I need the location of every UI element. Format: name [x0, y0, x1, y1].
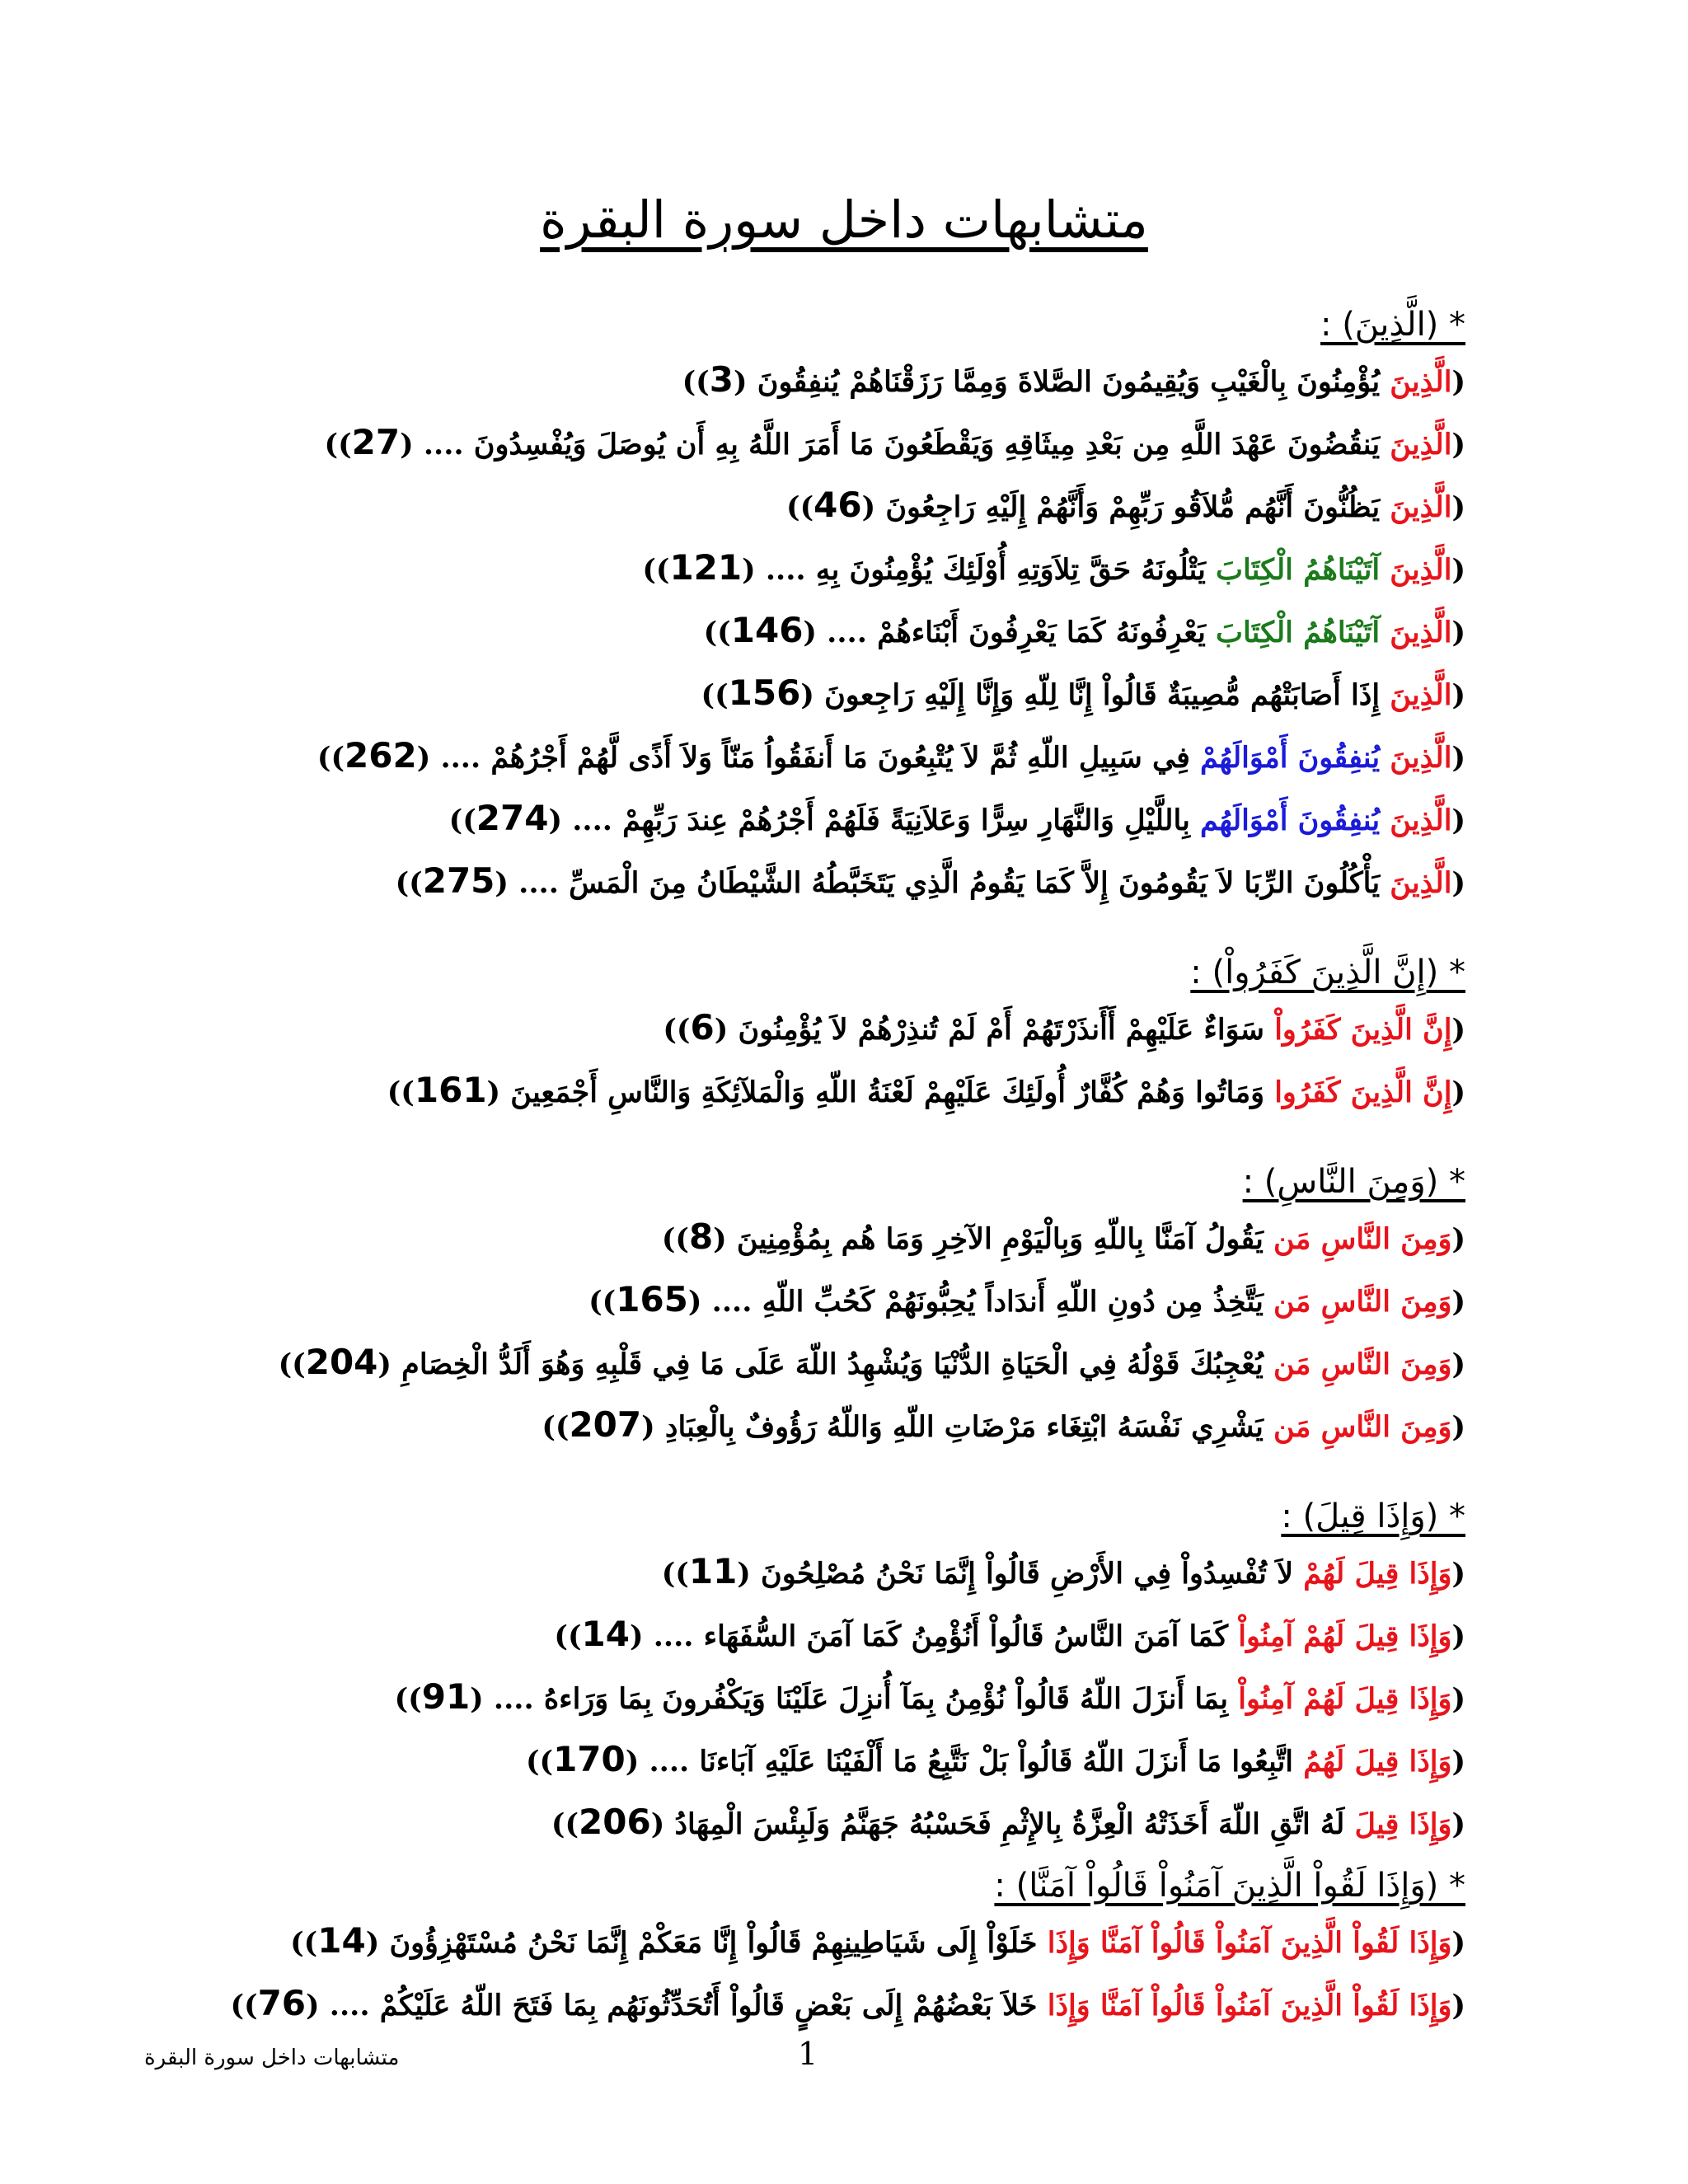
- num-open-paren: (: [400, 428, 424, 462]
- close-paren: )): [661, 1222, 689, 1256]
- verse-number: 121: [669, 547, 743, 588]
- open-paren: (: [1451, 1745, 1465, 1779]
- num-open-paren: (: [733, 365, 757, 399]
- num-open-paren: (: [548, 804, 573, 837]
- num-open-paren: (: [800, 678, 825, 712]
- close-paren: )): [588, 1285, 617, 1319]
- verse-text: لَهُ اتَّقِ اللّهَ أَخَذَتْهُ الْعِزَّةُ بِالإِثْمِ فَحَسْبُهُ جَهَنَّمُ وَلَبِئْسَ الْمِهَادُ: [674, 1807, 1355, 1841]
- verse-lead: إِنَّ الَّذِينَ كَفَرُوا: [1274, 1076, 1452, 1109]
- verse-line: [198, 1910, 1465, 1972]
- num-open-paren: (: [641, 1410, 665, 1444]
- verse-text: سَوَاءٌ عَلَيْهِمْ أَأَنذَرْتَهُمْ أَمْ لَمْ تُنذِرْهُمْ لاَ يُؤْمِنُونَ: [738, 1013, 1275, 1047]
- num-open-paren: (: [650, 1807, 675, 1841]
- section-gap: [198, 1854, 1465, 1862]
- verse-lead: وَإِذَا قِيلَ لَهُمْ آمِنُواْ: [1238, 1619, 1452, 1653]
- num-open-paren: (: [687, 1285, 712, 1319]
- verse-line: [198, 1728, 1465, 1791]
- verse-line: [198, 1059, 1465, 1122]
- close-paren: )): [703, 616, 731, 649]
- verse-line: [198, 787, 1465, 850]
- open-paren: (: [1451, 1926, 1465, 1960]
- num-open-paren: (: [742, 553, 766, 587]
- num-open-paren: (: [365, 1926, 390, 1960]
- section-heading: * (الَّذِينَ) :: [1320, 306, 1465, 344]
- verse-lead: الَّذِينَ: [1390, 678, 1452, 712]
- close-paren: )): [661, 1557, 689, 1591]
- verse-line: [198, 1394, 1465, 1456]
- verse-number: 262: [345, 735, 417, 776]
- open-paren: (: [1451, 1076, 1465, 1109]
- close-paren: )): [324, 428, 352, 462]
- open-paren: (: [1451, 490, 1465, 524]
- verse-lead: وَإِذَا قِيلَ: [1354, 1807, 1452, 1841]
- open-paren: (: [1451, 1410, 1465, 1444]
- close-paren: )): [394, 1682, 422, 1716]
- verse-text: يَقُولُ آمَنَّا بِاللّهِ وَبِالْيَوْمِ الآخِرِ وَمَا هُم بِمُؤْمِنِينَ: [736, 1222, 1274, 1256]
- verse-lead: الَّذِينَ: [1390, 365, 1452, 399]
- verse-number: 14: [317, 1920, 366, 1961]
- verse-line: [198, 411, 1465, 474]
- verse-line: [198, 1666, 1465, 1728]
- verse-number: 156: [728, 673, 801, 713]
- open-paren: (: [1451, 741, 1465, 775]
- verse-number: 274: [476, 798, 549, 838]
- open-paren: (: [1451, 1222, 1465, 1256]
- verse-lead: الَّذِينَ: [1390, 553, 1452, 587]
- verse-text: يُعْجِبُكَ قَوْلُهُ فِي الْحَيَاةِ الدُّنْيَا وَيُشْهِدُ اللّهَ عَلَى مَا فِي قَلْبِهِ وَهُوَ أَلَدُّ الْخِصَامِ: [401, 1347, 1274, 1381]
- verse-text: إِذَا أَصَابَتْهُم مُّصِيبَةٌ قَالُواْ إِنَّا لِلّهِ وَإِنَّا إِلَيْهِ رَاجِعونَ: [824, 678, 1390, 712]
- verse-lead: إِنَّ الَّذِينَ كَفَرُواْ: [1274, 1013, 1452, 1047]
- section-heading: * (إِنَّ الَّذِينَ كَفَرُواْ) :: [1190, 954, 1465, 991]
- open-paren: (: [1451, 1347, 1465, 1381]
- verse-accent: يُنفِقُونَ أَمْوَالَهُم: [1200, 804, 1390, 837]
- page-number: 1: [798, 2036, 818, 2072]
- open-paren: (: [1451, 1285, 1465, 1319]
- num-open-paren: (: [713, 1222, 737, 1256]
- verse-number: 11: [688, 1551, 738, 1591]
- verse-lead: وَمِنَ النَّاسِ مَن: [1273, 1347, 1452, 1381]
- section-gap: [198, 1122, 1465, 1158]
- verse-lead: وَإِذَا قِيلَ لَهُمْ: [1303, 1557, 1452, 1591]
- verse-line: [198, 1540, 1465, 1603]
- verse-text: كَمَا آمَنَ النَّاسُ قَالُواْ أَنُؤْمِنُ كَمَا آمَنَ السُّفَهَاء ....: [653, 1619, 1239, 1653]
- close-paren: )): [554, 1619, 582, 1653]
- verse-line: [198, 349, 1465, 411]
- verse-text: يَتَّخِذُ مِن دُونِ اللّهِ أَندَاداً يُحِبُّونَهُمْ كَحُبِّ اللّهِ ....: [711, 1285, 1274, 1319]
- close-paren: )): [551, 1807, 579, 1841]
- verse-accent: يُنفِقُونَ أَمْوَالَهُمْ: [1200, 741, 1390, 775]
- num-open-paren: (: [306, 1989, 330, 2022]
- verse-accent: آتَيْنَاهُمُ الْكِتَابَ: [1216, 553, 1390, 587]
- close-paren: )): [701, 678, 729, 712]
- verse-line: [198, 1268, 1465, 1331]
- verse-line: [198, 996, 1465, 1059]
- verse-number: 204: [305, 1342, 378, 1382]
- num-open-paren: (: [803, 616, 828, 649]
- close-paren: )): [290, 1926, 318, 1960]
- verse-text: خَلَوْاْ إِلَى شَيَاطِينِهِمْ قَالُواْ إِنَّا مَعَكْمْ إِنَّمَا نَحْنُ مُسْتَهْزِؤُونَ: [389, 1926, 1048, 1960]
- verse-line: [198, 474, 1465, 537]
- verse-number: 46: [814, 485, 862, 525]
- open-paren: (: [1451, 1557, 1465, 1591]
- verse-number: 14: [581, 1614, 630, 1654]
- section-gap: [198, 912, 1465, 949]
- open-paren: (: [1451, 1619, 1465, 1653]
- close-paren: )): [682, 365, 710, 399]
- content-body: [198, 301, 1465, 2035]
- close-paren: )): [387, 1076, 415, 1109]
- verse-line: [198, 1791, 1465, 1854]
- section-heading: * (وَإِذَا قِيلَ) :: [1281, 1497, 1465, 1535]
- open-paren: (: [1451, 678, 1465, 712]
- verse-line: [198, 1603, 1465, 1666]
- section-gap: [198, 1456, 1465, 1493]
- verse-lead: وَإِذَا قِيلَ لَهُمُ: [1303, 1745, 1452, 1779]
- verse-lead: وَإِذَا لَقُواْ الَّذِينَ آمَنُواْ قَالُواْ آمَنَّا وَإِذَا: [1047, 1989, 1452, 2022]
- verse-line: [198, 850, 1465, 912]
- open-paren: (: [1451, 804, 1465, 837]
- section-heading: * (وَمِنَ النَّاسِ) :: [1242, 1163, 1465, 1201]
- verse-line: [198, 724, 1465, 787]
- verse-text: يَشْرِي نَفْسَهُ ابْتِغَاء مَرْضَاتِ اللّهِ وَاللّهُ رَؤُوفٌ بِالْعِبَادِ: [664, 1410, 1274, 1444]
- verse-text: يَنقُضُونَ عَهْدَ اللَّهِ مِن بَعْدِ مِيثَاقِهِ وَيَقْطَعُونَ مَا أَمَرَ اللَّهُ بِهِ أَن يُوصَلَ وَيُفْسِدُونَ ....: [423, 428, 1390, 462]
- num-open-paren: (: [714, 1013, 738, 1047]
- num-open-paren: (: [630, 1619, 654, 1653]
- verse-number: 161: [414, 1070, 487, 1110]
- close-paren: )): [448, 804, 476, 837]
- page-title: متشابهات داخل سورة البقرة: [540, 190, 1148, 250]
- open-paren: (: [1451, 1807, 1465, 1841]
- footer-text: متشابهات داخل سورة البقرة: [144, 2046, 400, 2070]
- num-open-paren: (: [486, 1076, 511, 1109]
- verse-number: 8: [688, 1216, 714, 1257]
- num-open-paren: (: [416, 741, 441, 775]
- verse-lead: الَّذِينَ: [1390, 741, 1452, 775]
- verse-number: 76: [257, 1983, 307, 2023]
- verse-line: [198, 1331, 1465, 1394]
- num-open-paren: (: [737, 1557, 762, 1591]
- open-paren: (: [1451, 1989, 1465, 2022]
- open-paren: (: [1451, 365, 1465, 399]
- num-open-paren: (: [861, 490, 886, 524]
- num-open-paren: (: [495, 866, 519, 900]
- verse-lead: وَإِذَا قِيلَ لَهُمْ آمِنُواْ: [1238, 1682, 1452, 1716]
- verse-number: 165: [616, 1279, 688, 1319]
- section-heading: * (وَإِذَا لَقُواْ الَّذِينَ آمَنُواْ قَالُواْ آمَنَّا) :: [994, 1867, 1465, 1905]
- close-paren: )): [278, 1347, 306, 1381]
- verse-text: اتَّبِعُوا مَا أَنزَلَ اللّهُ قَالُواْ بَلْ نَتَّبِعُ مَا أَلْفَيْنَا عَلَيْهِ آبَاءنَا ....: [649, 1745, 1304, 1779]
- verse-lead: الَّذِينَ: [1390, 804, 1452, 837]
- verse-line: [198, 599, 1465, 662]
- verse-text: بِاللَّيْلِ وَالنَّهَارِ سِرًّا وَعَلاَنِيَةً فَلَهُمْ أَجْرُهُمْ عِندَ رَبِّهِمْ ....: [572, 804, 1201, 837]
- verse-number: 146: [730, 610, 804, 650]
- verse-text: يُؤْمِنُونَ بِالْغَيْبِ وَيُقِيمُونَ الصَّلاةَ وَمِمَّا رَزَقْنَاهُمْ يُنفِقُونَ: [757, 365, 1390, 399]
- verse-line: [198, 1206, 1465, 1268]
- verse-lead: الَّذِينَ: [1390, 866, 1452, 900]
- verse-lead: وَمِنَ النَّاسِ مَن: [1273, 1285, 1452, 1319]
- num-open-paren: (: [377, 1347, 402, 1381]
- verse-line: [198, 537, 1465, 599]
- verse-text: يَعْرِفُونَهُ كَمَا يَعْرِفُونَ أَبْنَاءهُمْ ....: [827, 616, 1217, 649]
- open-paren: (: [1451, 428, 1465, 462]
- verse-number: 207: [569, 1404, 642, 1445]
- open-paren: (: [1451, 1013, 1465, 1047]
- open-paren: (: [1451, 866, 1465, 900]
- close-paren: )): [663, 1013, 691, 1047]
- verse-accent: آتَيْنَاهُمُ الْكِتَابَ: [1216, 616, 1390, 649]
- close-paren: )): [525, 1745, 554, 1779]
- verse-number: 6: [690, 1007, 715, 1047]
- close-paren: )): [230, 1989, 258, 2022]
- verse-text: خَلاَ بَعْضُهُمْ إِلَى بَعْضٍ قَالُواْ أَتُحَدِّثُونَهُم بِمَا فَتَحَ اللّهُ عَلَيْكُمْ ....: [329, 1989, 1048, 2022]
- verse-text: يَأْكُلُونَ الرِّبَا لاَ يَقُومُونَ إِلاَّ كَمَا يَقُومُ الَّذِي يَتَخَبَّطُهُ الشَّيْطَانُ مِنَ الْمَسِّ ....: [518, 866, 1390, 900]
- verse-number: 27: [351, 422, 401, 462]
- verse-text: يَظُنُّونَ أَنَّهُم مُّلاَقُو رَبِّهِمْ وَأَنَّهُمْ إِلَيْهِ رَاجِعُونَ: [885, 490, 1390, 524]
- verse-lead: الَّذِينَ: [1390, 490, 1452, 524]
- verse-text: وَمَاتُوا وَهُمْ كُفَّارٌ أُولَئِكَ عَلَيْهِمْ لَعْنَةُ اللّهِ وَالْمَلآئِكَةِ وَالنَّاسِ أَجْمَعِينَ: [510, 1076, 1275, 1109]
- close-paren: )): [395, 866, 423, 900]
- open-paren: (: [1451, 616, 1465, 649]
- verse-text: بِمَا أَنزَلَ اللّهُ قَالُواْ نُؤْمِنُ بِمَآ أُنزِلَ عَلَيْنَا وَيَكْفُرونَ بِمَا وَرَاءهُ ....: [493, 1682, 1239, 1716]
- verse-number: 3: [709, 359, 734, 400]
- verse-line: [198, 1972, 1465, 2035]
- verse-text: لاَ تُفْسِدُواْ فِي الأَرْضِ قَالُواْ إِنَّمَا نَحْنُ مُصْلِحُونَ: [761, 1557, 1304, 1591]
- verse-number: 206: [579, 1802, 651, 1842]
- num-open-paren: (: [470, 1682, 494, 1716]
- close-paren: )): [786, 490, 814, 524]
- verse-number: 275: [422, 860, 495, 901]
- verse-lead: الَّذِينَ: [1390, 428, 1452, 462]
- verse-lead: وَإِذَا لَقُواْ الَّذِينَ آمَنُواْ قَالُواْ آمَنَّا وَإِذَا: [1047, 1926, 1452, 1960]
- verse-lead: الَّذِينَ: [1390, 616, 1452, 649]
- verse-lead: وَمِنَ النَّاسِ مَن: [1273, 1222, 1452, 1256]
- num-open-paren: (: [625, 1745, 649, 1779]
- open-paren: (: [1451, 553, 1465, 587]
- close-paren: )): [316, 741, 345, 775]
- open-paren: (: [1451, 1682, 1465, 1716]
- verse-lead: وَمِنَ النَّاسِ مَن: [1273, 1410, 1452, 1444]
- close-paren: )): [642, 553, 670, 587]
- verse-number: 170: [553, 1739, 626, 1779]
- close-paren: )): [542, 1410, 570, 1444]
- verse-number: 91: [421, 1676, 471, 1717]
- verse-text: يَتْلُونَهُ حَقَّ تِلاَوَتِهِ أُوْلَئِكَ يُؤْمِنُونَ بِهِ ....: [765, 553, 1217, 587]
- verse-text: فِي سَبِيلِ اللّهِ ثُمَّ لاَ يُتْبِعُونَ مَا أَنفَقُواُ مَنّاً وَلاَ أَذًى لَّهُمْ أَجْرُهُمْ ....: [440, 741, 1201, 775]
- verse-line: [198, 662, 1465, 724]
